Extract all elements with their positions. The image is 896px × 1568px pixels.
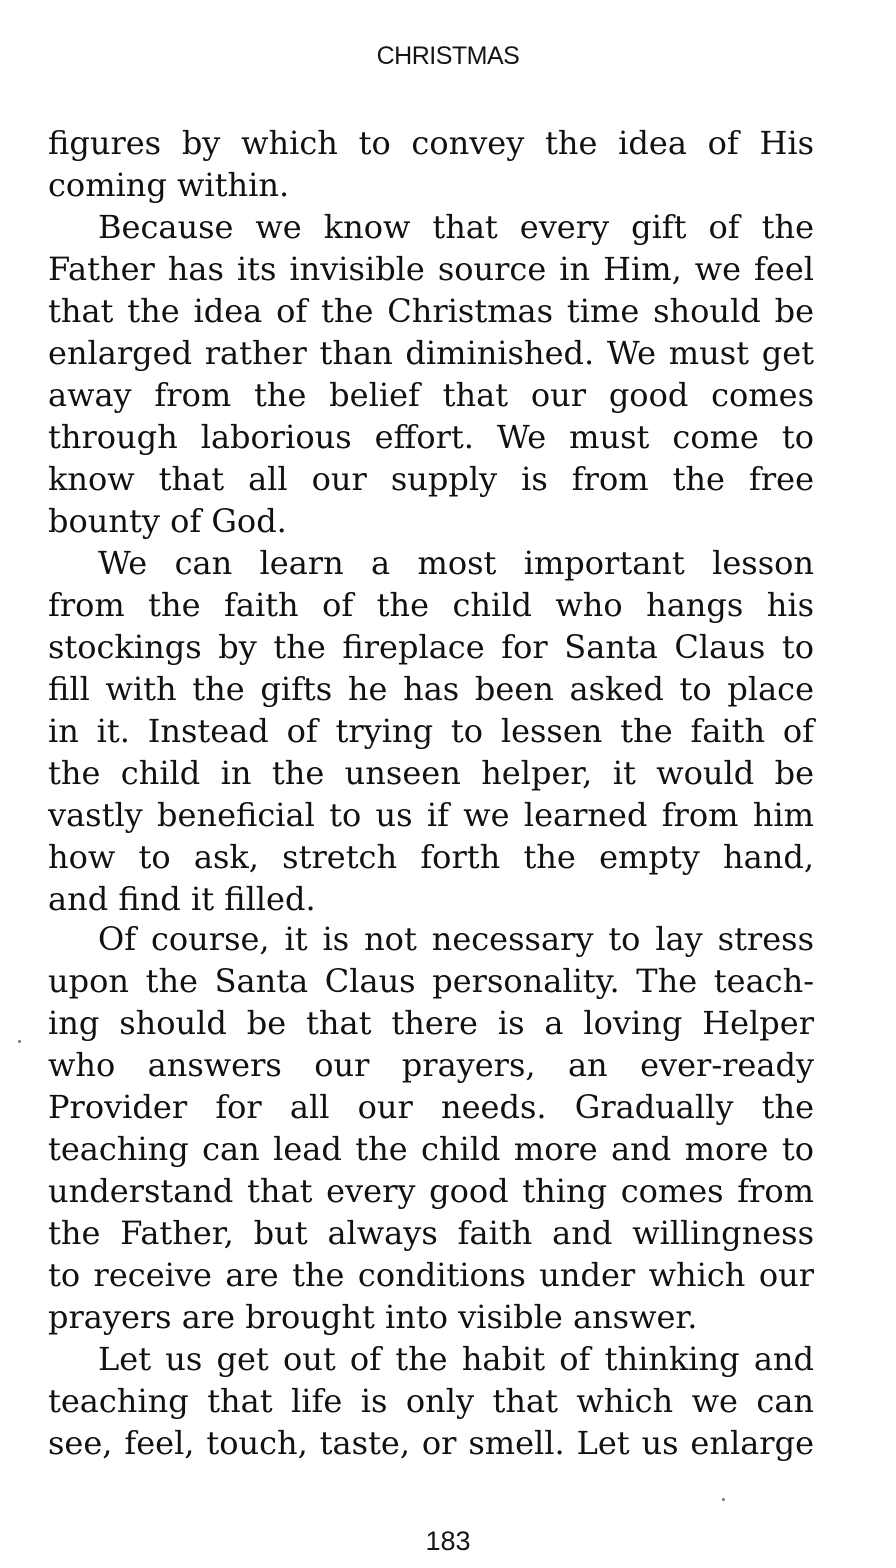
text-line: teaching that life is only that which we can: [48, 1382, 814, 1420]
text-line: the child in the unseen helper, it would be: [48, 754, 814, 792]
text-line: how to ask, stretch forth the empty hand,: [48, 838, 814, 876]
text-line: to receive are the conditions under which our: [48, 1256, 814, 1294]
text-line: the Father, but always faith and willingness: [48, 1214, 814, 1252]
text-line: bounty of God.: [48, 502, 287, 540]
text-line: We can learn a most important lesson: [98, 544, 814, 582]
text-line: Let us get out of the habit of thinking and: [98, 1340, 814, 1378]
text-line: fill with the gifts he has been asked to place: [48, 670, 814, 708]
scan-speck: [722, 1498, 725, 1501]
text-line: Because we know that every gift of the: [98, 208, 814, 246]
text-line: through laborious effort. We must come to: [48, 418, 814, 456]
text-line: enlarged rather than diminished. We must get: [48, 334, 814, 372]
text-line: stockings by the fireplace for Santa Claus to: [48, 628, 814, 666]
text-line: vastly beneficial to us if we learned from him: [48, 796, 814, 834]
text-line: know that all our supply is from the free: [48, 460, 814, 498]
text-line: understand that every good thing comes from: [48, 1172, 814, 1210]
text-line: away from the belief that our good comes: [48, 376, 814, 414]
text-line: from the faith of the child who hangs his: [48, 586, 814, 624]
text-line: upon the Santa Claus personality. The teach-: [48, 962, 814, 1000]
text-line: Provider for all our needs. Gradually the: [48, 1088, 814, 1126]
text-line: in it. Instead of trying to lessen the faith of: [48, 712, 814, 750]
text-line: see, feel, touch, taste, or smell. Let us enlarge: [48, 1424, 814, 1462]
text-line: that the idea of the Christmas time should be: [48, 292, 814, 330]
text-line: ing should be that there is a loving Helper: [48, 1004, 814, 1042]
running-header: CHRISTMAS: [376, 42, 520, 70]
text-line: Of course, it is not necessary to lay stress: [98, 920, 814, 958]
page-number: 183: [425, 1526, 471, 1556]
text-line: figures by which to convey the idea of His: [48, 124, 814, 162]
text-line: who answers our prayers, an ever-ready: [48, 1046, 814, 1084]
text-line: and find it filled.: [48, 880, 316, 918]
text-line: prayers are brought into visible answer.: [48, 1298, 698, 1336]
text-line: teaching can lead the child more and more to: [48, 1130, 814, 1168]
scan-speck: [18, 1040, 21, 1043]
text-line: coming within.: [48, 166, 290, 204]
text-line: Father has its invisible source in Him, we feel: [48, 250, 814, 288]
